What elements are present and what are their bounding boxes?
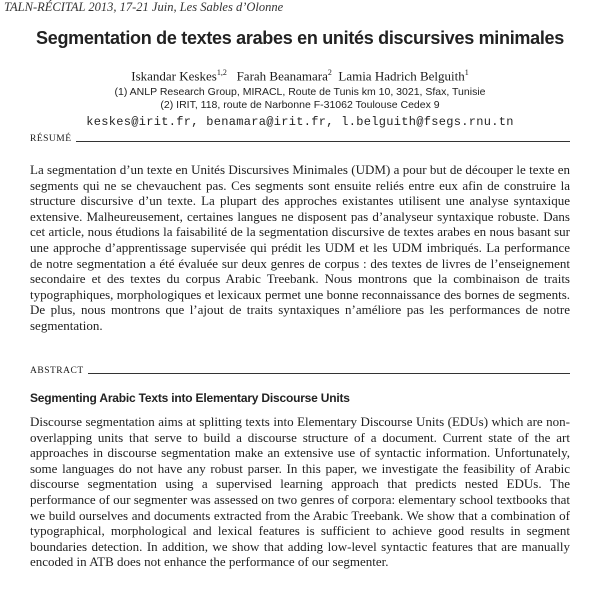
paper-title: Segmentation de textes arabes en unités discursives minimales (36, 28, 564, 48)
abstract-paragraph: Discourse segmentation aims at splitting texts into Elementary Discourse Units (EDUs) which are non-overlapping units that serve to build a discourse structure of a document. Current state of the art approaches in discourse segmentation make an extensive use of syntactic information. Unfortunately, some languages do not have any robust parser. In this paper, we investigate the feasibility of Arabic discourse segmentation using a supervised learning approach that predicts nested EDUs. The performance of our segmenter was assessed on two genres of corpora: elementary school textbooks that we build ourselves and documents extracted from the Arabic Treebank. We show that a combination of typographical, morphological and lexical features is sufficient to achieve good results in segment boundaries detection. In addition, we show that adding low-level syntactic features that are manually encoded in ATB does not enhance the performance of our segmenter. (30, 414, 570, 570)
resume-label: RÉSUMÉ (30, 134, 72, 144)
affiliation-1 (0, 86, 600, 98)
author-name: Iskandar Keskes (131, 68, 217, 84)
english-title: Segmenting Arabic Texts into Elementary Discourse Units (30, 391, 350, 405)
affiliation-text: ANLP Research Group, MIRACL, Route de Tunis km 10, 3021, Sfax, Tunisie (129, 86, 486, 98)
affiliation-marker: (1) (114, 86, 128, 98)
author-affil-marker: 1,2 (216, 68, 227, 77)
section-divider (76, 141, 570, 142)
abstract-heading (30, 366, 570, 376)
affiliation-marker: (2) (160, 99, 174, 111)
section-divider (88, 373, 570, 374)
author-name: Farah Beanamara (236, 68, 328, 84)
author-emails: keskes@irit.fr, benamara@irit.fr, l.belguith@fsegs.rnu.tn (86, 115, 514, 129)
author-affil-marker: 1 (464, 68, 469, 77)
resume-heading (30, 134, 570, 144)
resume-paragraph: La segmentation d’un texte en Unités Discursives Minimales (UDM) a pour but de découper le texte en segments qui ne se chevauchent pas. Ces segments sont ensuite reliés entre eux afin de construire la structure discursive d’un texte. La plupart des approches existantes utilisent une analyse syntaxique extensive. Malheureusement, certaines langues ne disposent pas d’analyseur syntaxique robuste. Dans cet article, nous étudions la faisabilité de la segmentation discursive de textes arabes en nous basant sur une approche d’apprentissage supervisée qui prédit les UDM et les UDM imbriqués. La performance de notre segmentation a été évaluée sur deux genres de corpus : des textes de livres de l’enseignement secondaire et des textes du corpus Arabic Treebank. Nous montrons que la combinaison de traits typographiques, morphologiques et lexicaux permet une bonne reconnaissance des bornes de segments. De plus, nous montrons que l’ajout de traits syntaxiques n’améliore pas les performances de notre segmentation. (30, 162, 570, 333)
author-name: Lamia Hadrich Belguith (338, 68, 465, 84)
author-line (0, 68, 600, 84)
affiliation-2 (0, 99, 600, 111)
venue-header: TALN-RÉCITAL 2013, 17-21 Juin, Les Sables d’Olonne (4, 0, 284, 14)
author-affil-marker: 2 (327, 68, 332, 77)
affiliation-text: IRIT, 118, route de Narbonne F-31062 Toulouse Cedex 9 (176, 99, 440, 111)
abstract-label: ABSTRACT (30, 366, 84, 376)
